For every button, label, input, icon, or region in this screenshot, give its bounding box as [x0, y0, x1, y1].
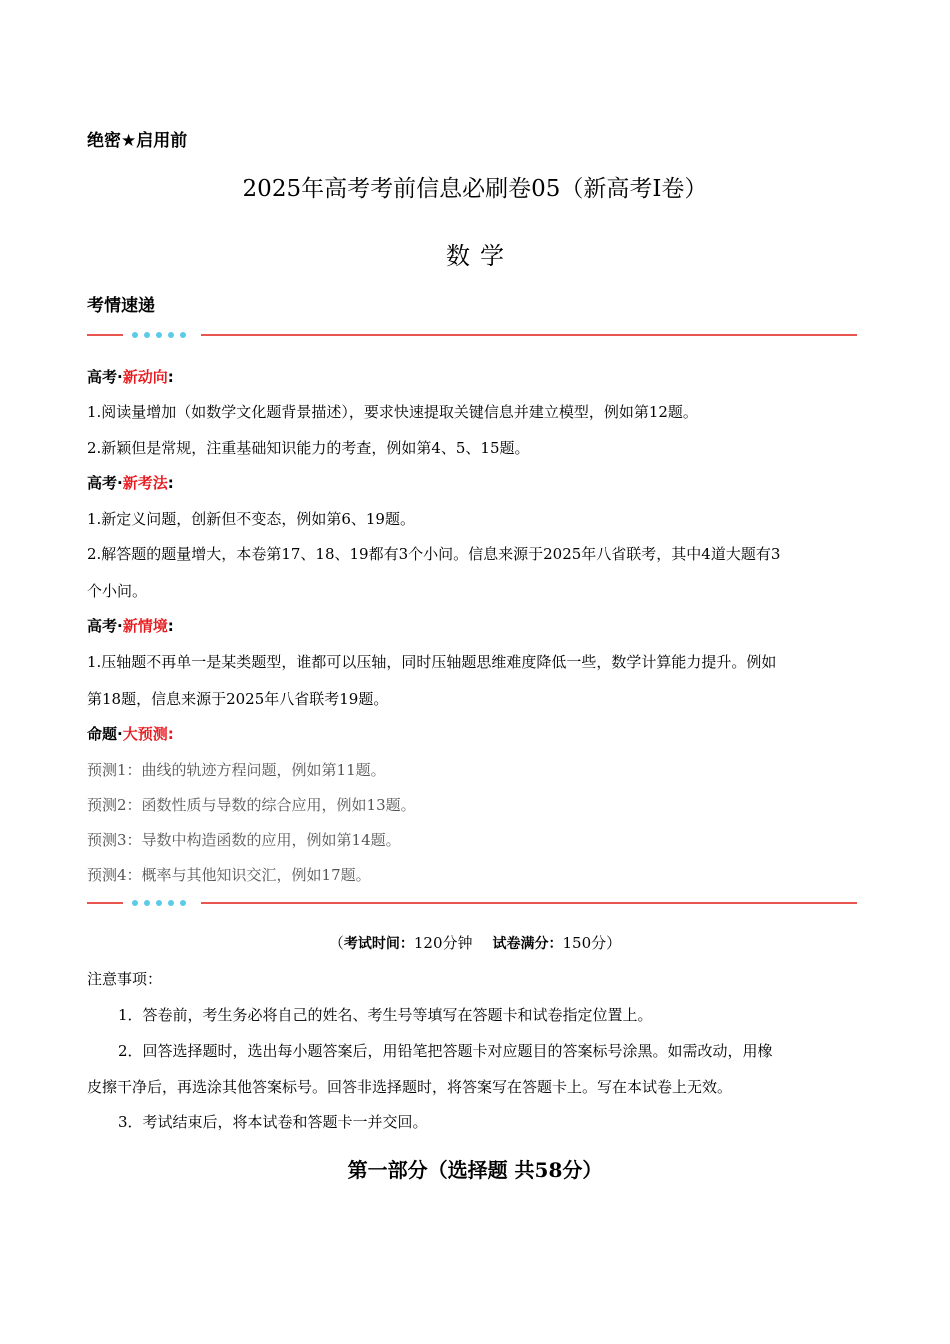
direction-label-context: [87, 615, 174, 636]
prediction-item: 预测2：函数性质与导数的综合应用，例如13题。: [87, 796, 416, 814]
divider-dot: [132, 900, 138, 906]
exam-info-close: ）: [606, 934, 622, 952]
bottom-divider: [87, 898, 857, 908]
direction-line: 2.新颖但是常规，注重基础知识能力的考查，例如第4、5、15题。: [87, 439, 530, 457]
time-label: 考试时间：: [343, 936, 414, 952]
label-prefix: 命题·: [87, 725, 123, 743]
prediction-item: 预测1：曲线的轨迹方程问题，例如第11题。: [87, 761, 386, 779]
section-heading: 考情速递: [87, 296, 155, 316]
label-prefix: 高考·: [87, 474, 123, 492]
divider-dot: [168, 332, 174, 338]
direction-label-method: [87, 472, 174, 493]
time-value: 120分钟: [413, 934, 473, 952]
label-suffix: :: [167, 725, 174, 743]
label-highlight: 新情境: [122, 617, 168, 635]
exam-info: [0, 932, 950, 953]
divider-dots: [132, 898, 186, 906]
exam-title: 2025年高考考前信息必刷卷05（新高考Ⅰ卷）: [242, 176, 708, 202]
label-suffix: :: [167, 368, 174, 386]
top-divider: [87, 330, 857, 340]
divider-dot: [168, 900, 174, 906]
note-item-continued: 皮擦干净后，再选涂其他答案标号。回答非选择题时，将答案写在答题卡上。写在本试卷上无效。: [87, 1078, 733, 1096]
direction-line: 2.解答题的题量增大，本卷第17、18、19都有3个小问。信息来源于2025年八省联考，其中4道大题有3: [87, 545, 781, 563]
score-value: 150分: [562, 934, 607, 952]
label-highlight: 新动向: [122, 368, 168, 386]
divider-dots: [132, 330, 186, 338]
divider-dot: [156, 332, 162, 338]
subject-title: 数学: [446, 242, 514, 270]
divider-line-right: [201, 902, 857, 904]
label-suffix: :: [167, 474, 174, 492]
note-item: 3．考试结束后，将本试卷和答题卡一并交回。: [118, 1113, 428, 1131]
score-label: 试卷满分：: [492, 936, 563, 952]
direction-line: 1.压轴题不再单一是某类题型，谁都可以压轴，同时压轴题思维难度降低一些，数学计算能力提升。例如: [87, 653, 777, 671]
notes-heading: 注意事项：: [87, 970, 163, 988]
exam-info-open: （: [328, 934, 344, 952]
divider-dot: [156, 900, 162, 906]
divider-dot: [144, 332, 150, 338]
direction-line: 第18题，信息来源于2025年八省联考19题。: [87, 690, 389, 708]
divider-line-right: [201, 334, 857, 336]
divider-dot: [144, 900, 150, 906]
divider-line-left: [87, 334, 123, 336]
confidential-label: 绝密★启用前: [87, 131, 188, 151]
divider-dot: [132, 332, 138, 338]
divider-dot: [180, 900, 186, 906]
divider-dot: [180, 332, 186, 338]
label-prefix: 高考·: [87, 617, 123, 635]
label-highlight: 新考法: [122, 474, 168, 492]
direction-line: 1.阅读量增加（如数学文化题背景描述），要求快速提取关键信息并建立模型，例如第12题。: [87, 403, 698, 421]
note-item: 2．回答选择题时，选出每小题答案后，用铅笔把答题卡对应题目的答案标号涂黑。如需改动，用橡: [118, 1042, 773, 1060]
prediction-item: 预测3：导数中构造函数的应用，例如第14题。: [87, 831, 401, 849]
prediction-label: [87, 723, 174, 744]
direction-line: 1.新定义问题，创新但不变态，例如第6、19题。: [87, 510, 415, 528]
label-highlight: 大预测: [122, 725, 168, 743]
label-prefix: 高考·: [87, 368, 123, 386]
label-suffix: :: [167, 617, 174, 635]
divider-line-left: [87, 902, 123, 904]
direction-line: 个小问。: [87, 582, 148, 600]
part-title: 第一部分（选择题 共58分）: [347, 1158, 603, 1182]
direction-label-trend: [87, 366, 174, 387]
prediction-item: 预测4：概率与其他知识交汇，例如17题。: [87, 866, 371, 884]
note-item: 1．答卷前，考生务必将自己的姓名、考生号等填写在答题卡和试卷指定位置上。: [118, 1006, 653, 1024]
